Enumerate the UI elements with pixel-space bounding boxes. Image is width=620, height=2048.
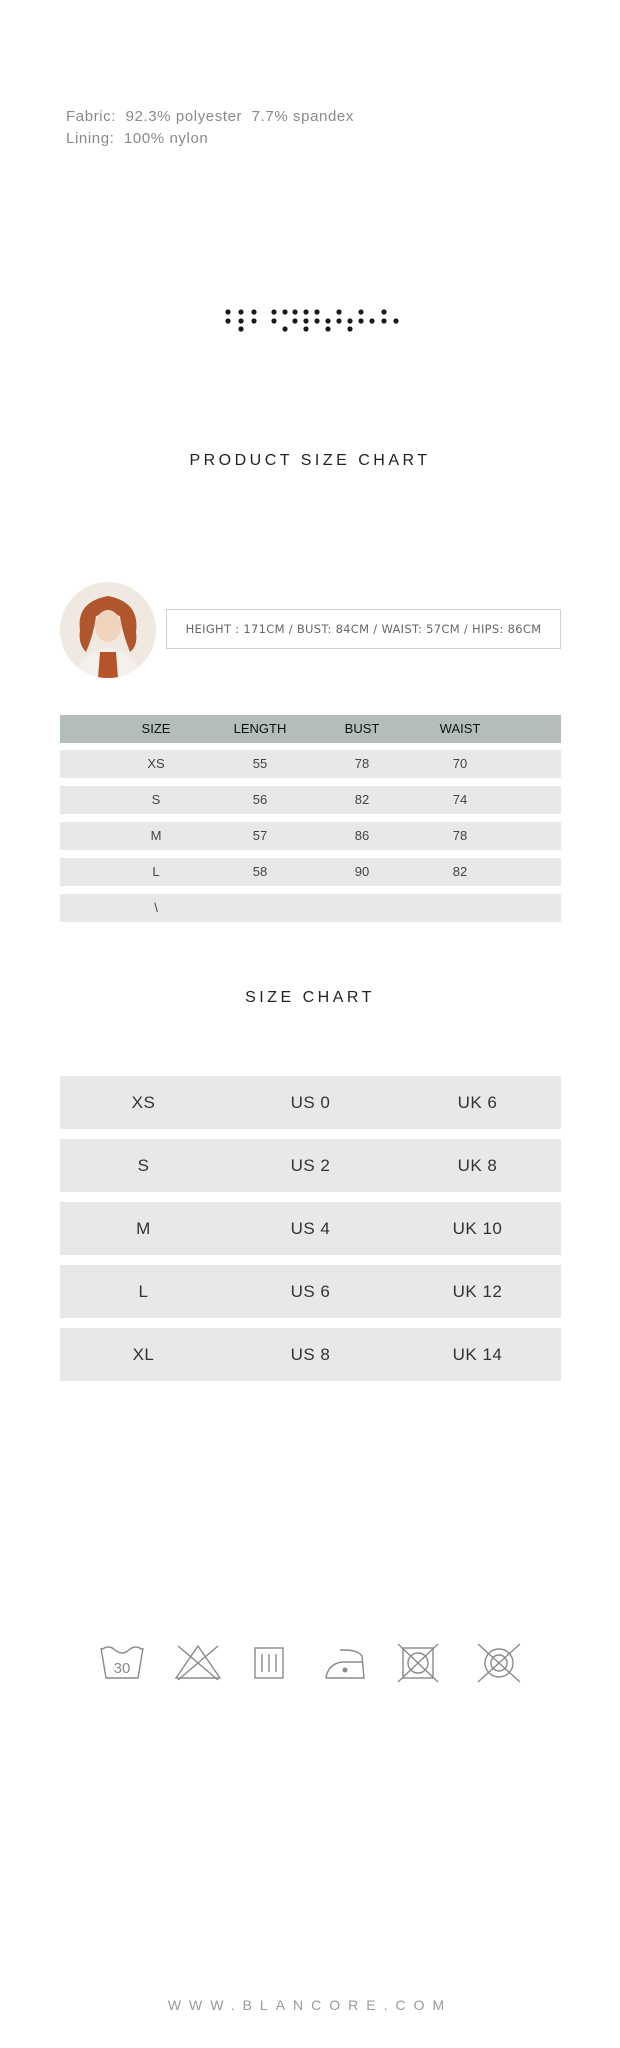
table-cell: 90 xyxy=(354,864,370,879)
table-cell: M xyxy=(150,828,162,843)
size-conversion-table xyxy=(60,1076,561,1391)
do-not-dry-clean-icon xyxy=(478,1644,520,1682)
model-avatar xyxy=(60,582,156,678)
model-measurements: HEIGHT : 171CM / BUST: 84CM / WAIST: 57CM / HIPS: 86CM xyxy=(166,609,561,649)
do-not-bleach-icon xyxy=(176,1646,220,1680)
table-row xyxy=(60,1202,561,1255)
table-cell: XS xyxy=(131,1092,156,1112)
svg-text:30: 30 xyxy=(113,1660,131,1677)
model-portrait-image xyxy=(60,582,156,678)
table-cell: L xyxy=(152,864,160,879)
table-cell: 56 xyxy=(252,792,268,807)
fabric-line: Fabric: 92.3% polyester 7.7% spandex xyxy=(66,108,354,125)
table-row xyxy=(60,1139,561,1192)
table-cell: 70 xyxy=(452,756,468,771)
header-cell: SIZE xyxy=(141,721,171,736)
table-cell: US 8 xyxy=(290,1344,331,1364)
table-cell: 86 xyxy=(354,828,370,843)
table-cell: S xyxy=(137,1155,150,1175)
table-cell: M xyxy=(136,1218,151,1238)
table-cell: 58 xyxy=(252,864,268,879)
table-row xyxy=(60,1328,561,1381)
table-cell: S xyxy=(151,792,161,807)
table-row xyxy=(60,1265,561,1318)
care-icons xyxy=(96,1640,526,1684)
header-cell: BUST xyxy=(344,721,380,736)
table-row xyxy=(60,750,561,778)
iron-low-icon xyxy=(326,1650,364,1678)
table-cell: US 2 xyxy=(290,1155,331,1175)
table-row xyxy=(60,786,561,814)
table-row xyxy=(60,894,561,922)
table-cell: US 6 xyxy=(290,1281,331,1301)
table-cell: 82 xyxy=(354,792,370,807)
table-row xyxy=(60,858,561,886)
wash-30-icon xyxy=(101,1647,143,1678)
table-cell xyxy=(410,894,510,922)
header-cell: WAIST xyxy=(439,721,481,736)
table-cell: XS xyxy=(147,756,165,771)
table-cell: 78 xyxy=(452,828,468,843)
do-not-tumble-dry-icon xyxy=(398,1644,438,1682)
table-cell: UK 14 xyxy=(452,1344,503,1364)
table-cell: US 0 xyxy=(290,1092,331,1112)
table-row xyxy=(60,822,561,850)
table-cell: UK 12 xyxy=(452,1281,503,1301)
table-cell: 55 xyxy=(252,756,268,771)
table-header-row xyxy=(60,715,561,743)
table-cell: 74 xyxy=(452,792,468,807)
website-footer[interactable]: WWW.BLANCORE.COM xyxy=(167,1997,453,2013)
table-cell xyxy=(312,894,412,922)
table-row xyxy=(60,1076,561,1129)
drip-dry-icon xyxy=(255,1648,283,1678)
size-chart-title: SIZE CHART xyxy=(245,989,375,1006)
table-cell: UK 6 xyxy=(457,1092,498,1112)
lining-line: Lining: 100% nylon xyxy=(66,130,209,147)
fabric-info xyxy=(66,106,354,150)
product-size-chart-title: PRODUCT SIZE CHART xyxy=(189,452,431,469)
table-cell: UK 8 xyxy=(457,1155,498,1175)
table-cell: \ xyxy=(154,900,158,915)
header-cell: LENGTH xyxy=(233,721,287,736)
table-cell: UK 10 xyxy=(452,1218,503,1238)
table-cell: L xyxy=(138,1281,149,1301)
table-cell xyxy=(210,894,310,922)
table-cell: 57 xyxy=(252,828,268,843)
table-cell: 82 xyxy=(452,864,468,879)
brand-logo-icon xyxy=(220,302,410,332)
table-cell: 78 xyxy=(354,756,370,771)
table-cell: US 4 xyxy=(290,1218,331,1238)
table-cell: XL xyxy=(132,1344,155,1364)
